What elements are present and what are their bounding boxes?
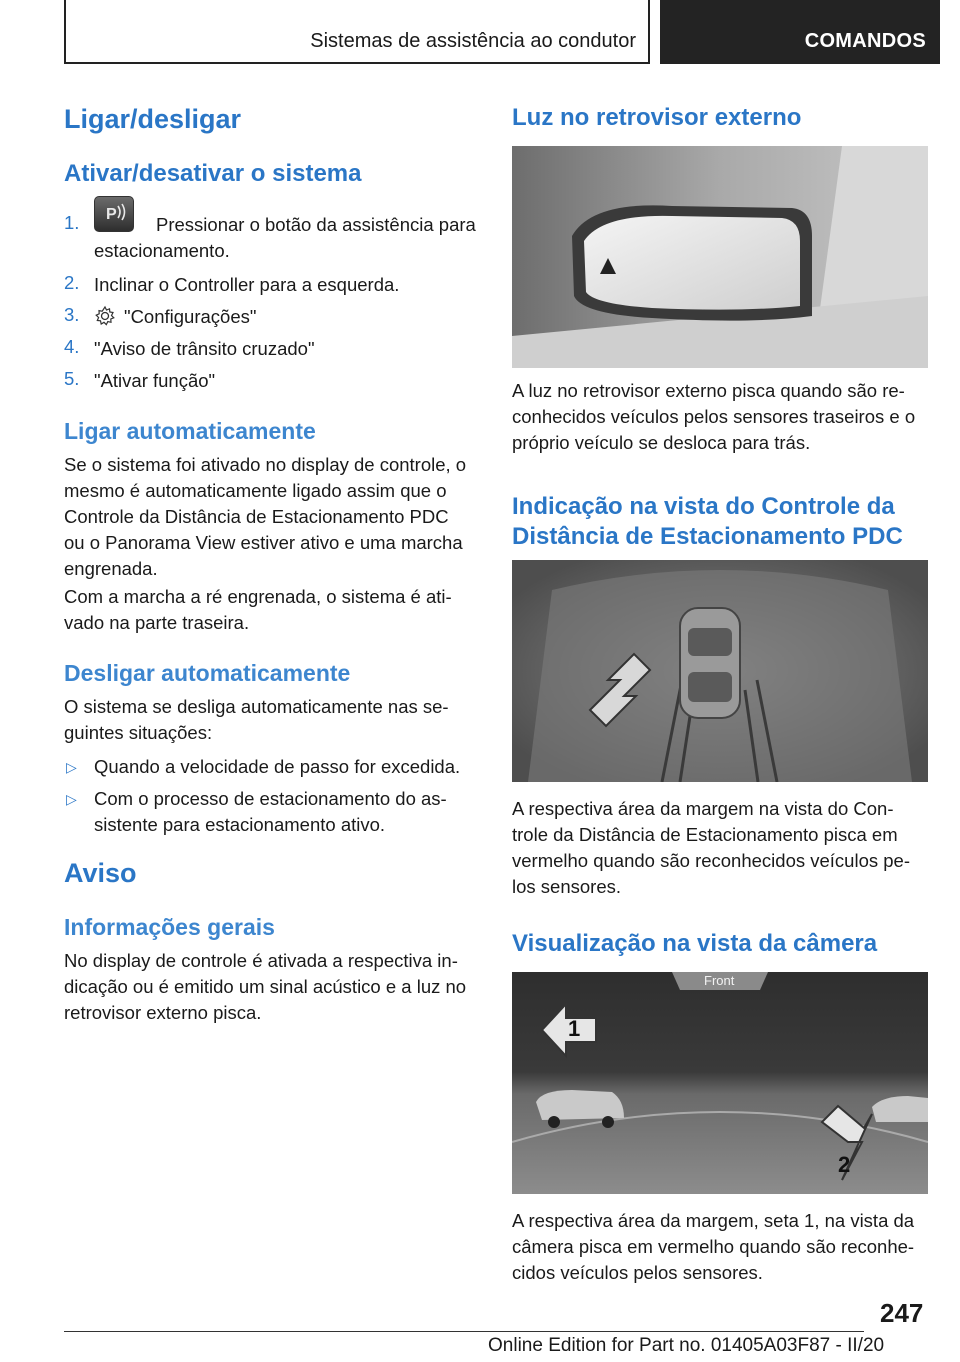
text-line: Com a marcha a ré engrenada, o sistema é ati-	[64, 586, 452, 607]
step-text: estacionamento.	[94, 240, 230, 261]
text-line: próprio veículo se desloca para trás.	[512, 432, 811, 453]
mirror-photo	[512, 146, 928, 368]
text-line: A respectiva área da margem, seta 1, na vista da	[512, 1210, 915, 1231]
step-number: 1.	[64, 212, 80, 233]
text-line: A luz no retrovisor externo pisca quando são re-	[512, 380, 905, 401]
bullet-text: Com o processo de estacionamento do as-	[94, 788, 447, 809]
bullet-triangle-icon: ▷	[66, 791, 77, 807]
svg-text:P: P	[106, 206, 117, 223]
header-section-box	[64, 0, 650, 64]
step-text: "Aviso de trânsito cruzado"	[94, 338, 315, 359]
camera-arrow-1-label: 1	[568, 1016, 581, 1041]
text-line: trole da Distância de Estacionamento pisca em	[512, 824, 898, 845]
camera-view-image	[512, 972, 928, 1194]
text-line: guintes situações:	[64, 722, 213, 743]
step-text: "Ativar função"	[94, 370, 216, 391]
gear-icon	[94, 305, 116, 332]
step-text: "Configurações"	[124, 306, 257, 327]
text-line: Controle da Distância de Estacionamento PDC	[64, 506, 449, 527]
text-line: O sistema se desliga automaticamente nas se-	[64, 696, 449, 717]
heading-ativar-desativar: Ativar/desativar o sistema	[64, 160, 362, 187]
text-line: retrovisor externo pisca.	[64, 1002, 262, 1023]
page-number: 247	[880, 1298, 924, 1328]
heading-ligar-desligar: Ligar/desligar	[64, 104, 242, 134]
step-number: 2.	[64, 272, 80, 293]
step-number: 3.	[64, 304, 80, 325]
text-line: dicação ou é emitido um sinal acústico e a luz no	[64, 976, 467, 997]
pdc-view-image	[512, 560, 928, 782]
text-line: No display de controle é ativada a respectiva in-	[64, 950, 458, 971]
header-chapter-title: COMANDOS	[804, 30, 926, 52]
paragraph-auto-off	[64, 694, 484, 746]
heading-line: Distância de Estacionamento PDC	[512, 523, 903, 550]
step-number: 5.	[64, 368, 80, 389]
text-line: los sensores.	[512, 876, 621, 897]
paragraph-general	[64, 948, 484, 1026]
step-text: Pressionar o botão da assistência para	[156, 214, 476, 235]
bullet-triangle-icon: ▷	[66, 759, 77, 775]
bullet-text: Quando a velocidade de passo for excedida.	[94, 756, 461, 777]
text-line: A respectiva área da margem na vista do Con-	[512, 798, 894, 819]
step-text: Inclinar o Controller para a esquerda.	[94, 274, 400, 295]
camera-front-label: Front	[704, 973, 735, 988]
text-line: vermelho quando são reconhecidos veículos pe-	[512, 850, 910, 871]
text-line: ou o Panorama View estiver ativo e uma marcha	[64, 532, 463, 553]
paragraph-auto-on-rear	[64, 584, 484, 636]
heading-informacoes-gerais: Informações gerais	[64, 914, 275, 940]
heading-aviso: Aviso	[64, 858, 137, 888]
text-line: Se o sistema foi ativado no display de controle, o	[64, 454, 467, 475]
text-line: câmera pisca em vermelho quando são reconhe-	[512, 1236, 915, 1257]
step-number: 4.	[64, 336, 80, 357]
footer-edition: Online Edition for Part no. 01405A03F87 - II/20	[488, 1335, 885, 1356]
heading-luz-retrovisor: Luz no retrovisor externo	[512, 104, 802, 131]
paragraph-camera	[512, 1208, 928, 1286]
paragraph-mirror	[512, 378, 928, 456]
footer-divider	[64, 1331, 864, 1332]
header-chapter-box	[660, 0, 940, 64]
header-section-title: Sistemas de assistência ao condutor	[310, 30, 636, 52]
paragraph-auto-on	[64, 452, 484, 582]
camera-arrow-2-label: 2	[838, 1152, 851, 1177]
text-line: mesmo é automaticamente ligado assim que o	[64, 480, 447, 501]
heading-desligar-automaticamente: Desligar automaticamente	[64, 660, 351, 686]
heading-line: Indicação na vista do Controle da	[512, 493, 895, 520]
heading-ligar-automaticamente: Ligar automaticamente	[64, 418, 316, 444]
text-line: engrenada.	[64, 558, 158, 579]
park-assist-button-icon	[94, 196, 134, 232]
heading-camera-view: Visualização na vista da câmera	[512, 930, 878, 957]
heading-pdc-view	[512, 492, 903, 552]
paragraph-pdc	[512, 796, 928, 900]
text-line: cidos veículos pelos sensores.	[512, 1262, 763, 1283]
bullet-text: sistente para estacionamento ativo.	[94, 814, 386, 835]
text-line: vado na parte traseira.	[64, 612, 250, 633]
text-line: conhecidos veículos pelos sensores traseiros e o	[512, 406, 916, 427]
